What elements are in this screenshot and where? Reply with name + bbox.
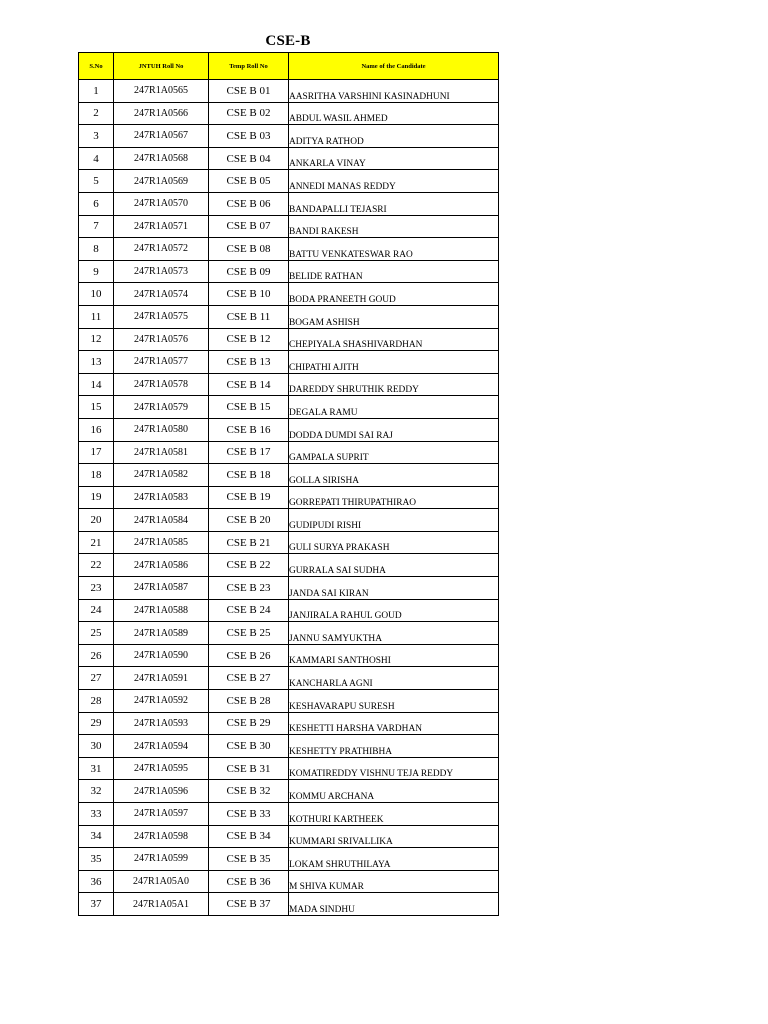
- jntuh-roll-no-cell: 247R1A0593: [114, 712, 209, 735]
- table-row: [79, 464, 499, 487]
- temp-roll-no-cell: CSE B 14: [209, 373, 289, 396]
- sno-cell: 29: [79, 712, 114, 735]
- table-row: [79, 644, 499, 667]
- candidate-name-cell: BODA PRANEETH GOUD: [289, 283, 499, 306]
- candidate-name-cell: JANJIRALA RAHUL GOUD: [289, 599, 499, 622]
- table-row: [79, 486, 499, 509]
- temp-roll-no-cell: CSE B 10: [209, 283, 289, 306]
- temp-roll-no-cell: CSE B 16: [209, 418, 289, 441]
- sno-cell: 2: [79, 102, 114, 125]
- temp-roll-no-cell: CSE B 36: [209, 870, 289, 893]
- table-row: [79, 531, 499, 554]
- temp-roll-no-cell: CSE B 30: [209, 735, 289, 758]
- sno-cell: 26: [79, 644, 114, 667]
- candidate-name-cell: BANDI RAKESH: [289, 215, 499, 238]
- temp-roll-no-cell: CSE B 20: [209, 509, 289, 532]
- temp-roll-no-cell: CSE B 07: [209, 215, 289, 238]
- sno-cell: 6: [79, 192, 114, 215]
- temp-roll-no-cell: CSE B 18: [209, 464, 289, 487]
- sno-cell: 11: [79, 305, 114, 328]
- jntuh-roll-no-cell: 247R1A0584: [114, 509, 209, 532]
- temp-roll-no-cell: CSE B 34: [209, 825, 289, 848]
- table-row: [79, 125, 499, 148]
- candidate-name-cell: ANKARLA VINAY: [289, 147, 499, 170]
- candidate-name-cell: GORREPATI THIRUPATHIRAO: [289, 486, 499, 509]
- candidate-name-cell: BOGAM ASHISH: [289, 305, 499, 328]
- sno-cell: 30: [79, 735, 114, 758]
- candidate-table: [78, 52, 499, 916]
- jntuh-roll-no-cell: 247R1A0581: [114, 441, 209, 464]
- temp-roll-no-cell: CSE B 31: [209, 757, 289, 780]
- sno-cell: 5: [79, 170, 114, 193]
- temp-roll-no-cell: CSE B 15: [209, 396, 289, 419]
- sno-cell: 25: [79, 622, 114, 645]
- table-row: [79, 396, 499, 419]
- candidate-name-cell: KOMMU ARCHANA: [289, 780, 499, 803]
- table-row: [79, 870, 499, 893]
- jntuh-roll-no-cell: 247R1A0572: [114, 238, 209, 261]
- temp-roll-no-cell: CSE B 19: [209, 486, 289, 509]
- table-row: [79, 147, 499, 170]
- candidate-name-cell: KESHETTY PRATHIBHA: [289, 735, 499, 758]
- table-row: [79, 509, 499, 532]
- table-row: [79, 215, 499, 238]
- header-row: [79, 53, 499, 80]
- sno-cell: 16: [79, 418, 114, 441]
- jntuh-roll-no-cell: 247R1A0565: [114, 80, 209, 103]
- table-row: [79, 825, 499, 848]
- temp-roll-no-cell: CSE B 24: [209, 599, 289, 622]
- jntuh-roll-no-cell: 247R1A0585: [114, 531, 209, 554]
- sno-cell: 7: [79, 215, 114, 238]
- table-row: [79, 260, 499, 283]
- temp-roll-no-cell: CSE B 06: [209, 192, 289, 215]
- sno-cell: 36: [79, 870, 114, 893]
- temp-roll-no-cell: CSE B 29: [209, 712, 289, 735]
- sno-cell: 14: [79, 373, 114, 396]
- sno-cell: 21: [79, 531, 114, 554]
- sno-cell: 9: [79, 260, 114, 283]
- jntuh-roll-no-cell: 247R1A0573: [114, 260, 209, 283]
- jntuh-roll-no-cell: 247R1A0574: [114, 283, 209, 306]
- candidate-name-cell: JANNU SAMYUKTHA: [289, 622, 499, 645]
- jntuh-roll-no-cell: 247R1A0591: [114, 667, 209, 690]
- jntuh-roll-no-cell: 247R1A0577: [114, 351, 209, 374]
- candidate-name-cell: JANDA SAI KIRAN: [289, 577, 499, 600]
- temp-roll-no-cell: CSE B 33: [209, 803, 289, 826]
- sno-cell: 22: [79, 554, 114, 577]
- candidate-name-cell: GOLLA SIRISHA: [289, 464, 499, 487]
- sno-cell: 3: [79, 125, 114, 148]
- temp-roll-no-cell: CSE B 08: [209, 238, 289, 261]
- temp-roll-no-cell: CSE B 22: [209, 554, 289, 577]
- sno-cell: 18: [79, 464, 114, 487]
- table-row: [79, 418, 499, 441]
- candidate-name-cell: DAREDDY SHRUTHIK REDDY: [289, 373, 499, 396]
- temp-roll-no-cell: CSE B 13: [209, 351, 289, 374]
- candidate-name-cell: KESHETTI HARSHA VARDHAN: [289, 712, 499, 735]
- sno-cell: 37: [79, 893, 114, 916]
- sno-cell: 20: [79, 509, 114, 532]
- table-row: [79, 803, 499, 826]
- jntuh-roll-no-cell: 247R1A05A0: [114, 870, 209, 893]
- candidate-name-cell: MADA SINDHU: [289, 893, 499, 916]
- jntuh-roll-no-cell: 247R1A0594: [114, 735, 209, 758]
- temp-roll-no-cell: CSE B 17: [209, 441, 289, 464]
- candidate-name-cell: GUDIPUDI RISHI: [289, 509, 499, 532]
- jntuh-roll-no-cell: 247R1A0566: [114, 102, 209, 125]
- table-row: [79, 622, 499, 645]
- table-row: [79, 80, 499, 103]
- table-row: [79, 599, 499, 622]
- sno-cell: 27: [79, 667, 114, 690]
- table-row: [79, 373, 499, 396]
- table-row: [79, 305, 499, 328]
- table-row: [79, 667, 499, 690]
- sno-cell: 24: [79, 599, 114, 622]
- temp-roll-no-cell: CSE B 11: [209, 305, 289, 328]
- jntuh-roll-no-cell: 247R1A0586: [114, 554, 209, 577]
- sno-cell: 28: [79, 690, 114, 713]
- page-title: CSE-B: [265, 33, 311, 49]
- candidate-name-cell: DEGALA RAMU: [289, 396, 499, 419]
- table-body: [79, 80, 499, 916]
- jntuh-roll-no-cell: 247R1A0576: [114, 328, 209, 351]
- jntuh-roll-no-cell: 247R1A0569: [114, 170, 209, 193]
- jntuh-roll-no-cell: 247R1A0589: [114, 622, 209, 645]
- jntuh-roll-no-cell: 247R1A0583: [114, 486, 209, 509]
- sno-cell: 8: [79, 238, 114, 261]
- temp-roll-no-cell: CSE B 26: [209, 644, 289, 667]
- jntuh-roll-no-cell: 247R1A0598: [114, 825, 209, 848]
- temp-roll-no-cell: CSE B 27: [209, 667, 289, 690]
- jntuh-roll-no-cell: 247R1A05A1: [114, 893, 209, 916]
- temp-roll-no-cell: CSE B 37: [209, 893, 289, 916]
- table-row: [79, 351, 499, 374]
- temp-roll-no-cell: CSE B 28: [209, 690, 289, 713]
- candidate-name-cell: LOKAM SHRUTHILAYA: [289, 848, 499, 871]
- sno-cell: 17: [79, 441, 114, 464]
- jntuh-roll-no-cell: 247R1A0582: [114, 464, 209, 487]
- table-row: [79, 192, 499, 215]
- sno-cell: 13: [79, 351, 114, 374]
- sno-cell: 10: [79, 283, 114, 306]
- jntuh-roll-no-cell: 247R1A0575: [114, 305, 209, 328]
- candidate-name-cell: ADITYA RATHOD: [289, 125, 499, 148]
- sno-cell: 15: [79, 396, 114, 419]
- temp-roll-no-cell: CSE B 01: [209, 80, 289, 103]
- temp-roll-no-cell: CSE B 04: [209, 147, 289, 170]
- temp-roll-no-cell: CSE B 02: [209, 102, 289, 125]
- jntuh-roll-no-cell: 247R1A0570: [114, 192, 209, 215]
- candidate-name-cell: KOMATIREDDY VISHNU TEJA REDDY: [289, 757, 499, 780]
- temp-roll-no-cell: CSE B 35: [209, 848, 289, 871]
- candidate-name-cell: GULI SURYA PRAKASH: [289, 531, 499, 554]
- candidate-name-cell: BATTU VENKATESWAR RAO: [289, 238, 499, 261]
- temp-roll-no-cell: CSE B 09: [209, 260, 289, 283]
- table-row: [79, 690, 499, 713]
- sno-cell: 33: [79, 803, 114, 826]
- sno-cell: 4: [79, 147, 114, 170]
- candidate-name-cell: M SHIVA KUMAR: [289, 870, 499, 893]
- sno-cell: 1: [79, 80, 114, 103]
- table-row: [79, 893, 499, 916]
- table-row: [79, 577, 499, 600]
- table-row: [79, 238, 499, 261]
- candidate-name-cell: GURRALA SAI SUDHA: [289, 554, 499, 577]
- candidate-name-cell: ABDUL WASIL AHMED: [289, 102, 499, 125]
- table-row: [79, 780, 499, 803]
- temp-roll-no-cell: CSE B 25: [209, 622, 289, 645]
- candidate-name-cell: KANCHARLA AGNI: [289, 667, 499, 690]
- header-temp-roll-no: Temp Roll No: [209, 53, 289, 80]
- table-row: [79, 328, 499, 351]
- temp-roll-no-cell: CSE B 32: [209, 780, 289, 803]
- candidate-name-cell: KAMMARI SANTHOSHI: [289, 644, 499, 667]
- sno-cell: 32: [79, 780, 114, 803]
- jntuh-roll-no-cell: 247R1A0568: [114, 147, 209, 170]
- table-row: [79, 102, 499, 125]
- candidate-name-cell: KUMMARI SRIVALLIKA: [289, 825, 499, 848]
- temp-roll-no-cell: CSE B 12: [209, 328, 289, 351]
- table-row: [79, 735, 499, 758]
- jntuh-roll-no-cell: 247R1A0592: [114, 690, 209, 713]
- candidate-name-cell: KESHAVARAPU SURESH: [289, 690, 499, 713]
- header-sno: S.No: [79, 53, 114, 80]
- sno-cell: 23: [79, 577, 114, 600]
- sno-cell: 19: [79, 486, 114, 509]
- jntuh-roll-no-cell: 247R1A0590: [114, 644, 209, 667]
- sno-cell: 31: [79, 757, 114, 780]
- temp-roll-no-cell: CSE B 21: [209, 531, 289, 554]
- candidate-name-cell: KOTHURI KARTHEEK: [289, 803, 499, 826]
- table-row: [79, 283, 499, 306]
- temp-roll-no-cell: CSE B 23: [209, 577, 289, 600]
- table-row: [79, 712, 499, 735]
- temp-roll-no-cell: CSE B 05: [209, 170, 289, 193]
- header-candidate-name: Name of the Candidate: [289, 53, 499, 80]
- table-row: [79, 170, 499, 193]
- temp-roll-no-cell: CSE B 03: [209, 125, 289, 148]
- candidate-name-cell: AASRITHA VARSHINI KASINADHUNI: [289, 80, 499, 103]
- table-row: [79, 848, 499, 871]
- jntuh-roll-no-cell: 247R1A0597: [114, 803, 209, 826]
- jntuh-roll-no-cell: 247R1A0567: [114, 125, 209, 148]
- jntuh-roll-no-cell: 247R1A0596: [114, 780, 209, 803]
- candidate-name-cell: BANDAPALLI TEJASRI: [289, 192, 499, 215]
- candidate-name-cell: DODDA DUMDI SAI RAJ: [289, 418, 499, 441]
- jntuh-roll-no-cell: 247R1A0580: [114, 418, 209, 441]
- jntuh-roll-no-cell: 247R1A0578: [114, 373, 209, 396]
- jntuh-roll-no-cell: 247R1A0599: [114, 848, 209, 871]
- sno-cell: 34: [79, 825, 114, 848]
- jntuh-roll-no-cell: 247R1A0587: [114, 577, 209, 600]
- table-row: [79, 441, 499, 464]
- candidate-name-cell: BELIDE RATHAN: [289, 260, 499, 283]
- candidate-name-cell: CHEPIYALA SHASHIVARDHAN: [289, 328, 499, 351]
- sno-cell: 12: [79, 328, 114, 351]
- jntuh-roll-no-cell: 247R1A0595: [114, 757, 209, 780]
- jntuh-roll-no-cell: 247R1A0579: [114, 396, 209, 419]
- candidate-name-cell: ANNEDI MANAS REDDY: [289, 170, 499, 193]
- candidate-name-cell: CHIPATHI AJITH: [289, 351, 499, 374]
- table-row: [79, 554, 499, 577]
- sno-cell: 35: [79, 848, 114, 871]
- jntuh-roll-no-cell: 247R1A0588: [114, 599, 209, 622]
- header-jntuh-roll-no: JNTUH Roll No: [114, 53, 209, 80]
- table-row: [79, 757, 499, 780]
- jntuh-roll-no-cell: 247R1A0571: [114, 215, 209, 238]
- candidate-name-cell: GAMPALA SUPRIT: [289, 441, 499, 464]
